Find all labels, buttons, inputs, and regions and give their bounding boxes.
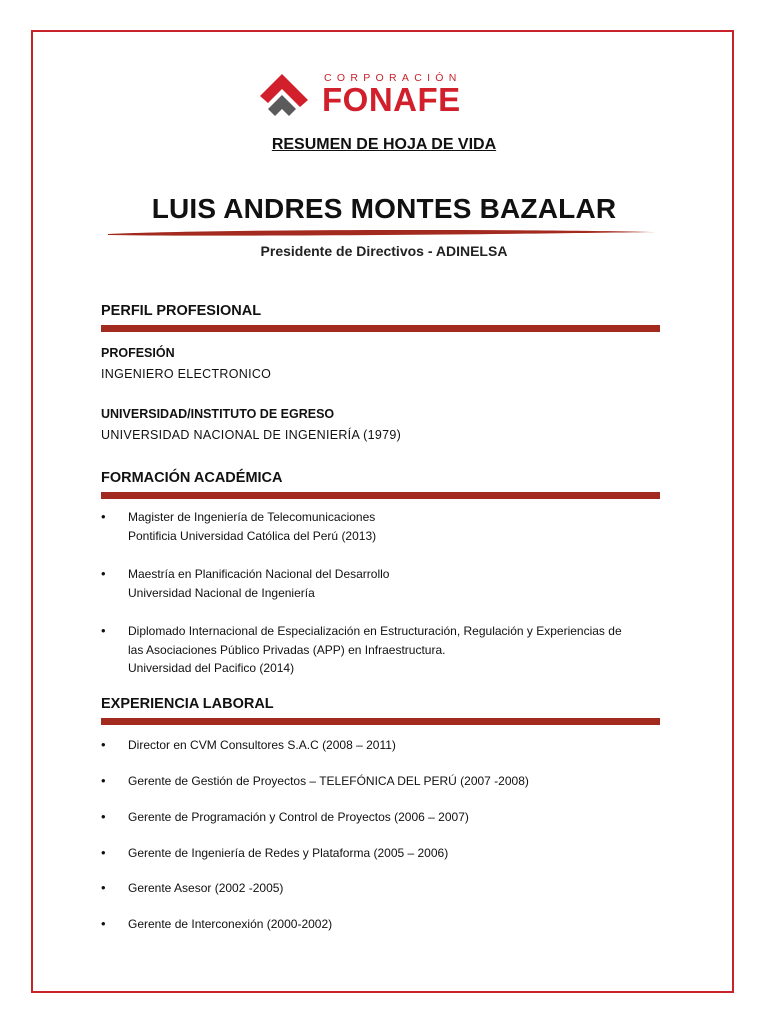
section-title: FORMACIÓN ACADÉMICA — [101, 470, 283, 486]
bullet-icon: • — [101, 566, 106, 581]
job-entry: Gerente de Ingeniería de Redes y Plataforma (2005 – 2006) — [128, 846, 449, 860]
degree-title: Magister de Ingeniería de Telecomunicaciones — [128, 510, 376, 524]
bullet-icon: • — [101, 845, 106, 860]
bullet-icon: • — [101, 737, 106, 752]
bullet-icon: • — [101, 623, 106, 638]
section-experiencia-laboral — [101, 695, 661, 725]
logo-brand-name: FONAFE — [322, 81, 461, 118]
section-perfil-profesional — [101, 302, 661, 332]
person-role: Presidente de Directivos - ADINELSA — [260, 243, 508, 259]
universidad-label: UNIVERSIDAD/INSTITUTO DE EGRESO — [101, 407, 335, 421]
job-entry: Director en CVM Consultores S.A.C (2008 – 2011) — [128, 738, 396, 752]
fonafe-logo-mark-icon — [258, 72, 310, 116]
bullet-icon: • — [101, 773, 106, 788]
job-entry: Gerente Asesor (2002 -2005) — [128, 881, 284, 895]
section-divider — [101, 492, 660, 499]
bullet-icon: • — [101, 880, 106, 895]
job-entry: Gerente de Gestión de Proyectos – TELEFÓNICA DEL PERÚ (2007 -2008) — [128, 774, 529, 788]
document-title: RESUMEN DE HOJA DE VIDA — [271, 136, 497, 153]
universidad-value: UNIVERSIDAD NACIONAL DE INGENIERÍA (1979) — [101, 428, 402, 442]
bullet-icon: • — [101, 916, 106, 931]
degree-title-continued: las Asociaciones Público Privadas (APP) en Infraestructura. — [128, 642, 446, 657]
degree-institution: Universidad Nacional de Ingeniería — [128, 585, 315, 600]
profesion-value: INGENIERO ELECTRONICO — [101, 367, 272, 381]
fonafe-logo — [258, 70, 508, 118]
logo-corporation-label: CORPORACIÓN — [324, 72, 462, 84]
section-divider — [101, 325, 660, 332]
section-divider — [101, 718, 660, 725]
job-entry: Gerente de Interconexión (2000-2002) — [128, 917, 333, 931]
degree-title: Maestría en Planificación Nacional del Desarrollo — [128, 567, 390, 581]
section-title: EXPERIENCIA LABORAL — [101, 696, 274, 712]
name-underline-swoosh — [106, 226, 658, 240]
person-name: LUIS ANDRES MONTES BAZALAR — [151, 193, 617, 224]
degree-institution: Pontificia Universidad Católica del Perú (2013) — [128, 528, 377, 543]
job-entry: Gerente de Programación y Control de Proyectos (2006 – 2007) — [128, 810, 469, 824]
bullet-icon: • — [101, 809, 106, 824]
bullet-icon: • — [101, 509, 106, 524]
degree-title: Diplomado Internacional de Especialización en Estructuración, Regulación y Experiencias de — [128, 624, 622, 638]
degree-institution: Universidad del Pacifico (2014) — [128, 661, 295, 675]
profesion-label: PROFESIÓN — [101, 346, 175, 360]
section-title: PERFIL PROFESIONAL — [101, 303, 262, 319]
section-formacion-academica — [101, 469, 661, 499]
